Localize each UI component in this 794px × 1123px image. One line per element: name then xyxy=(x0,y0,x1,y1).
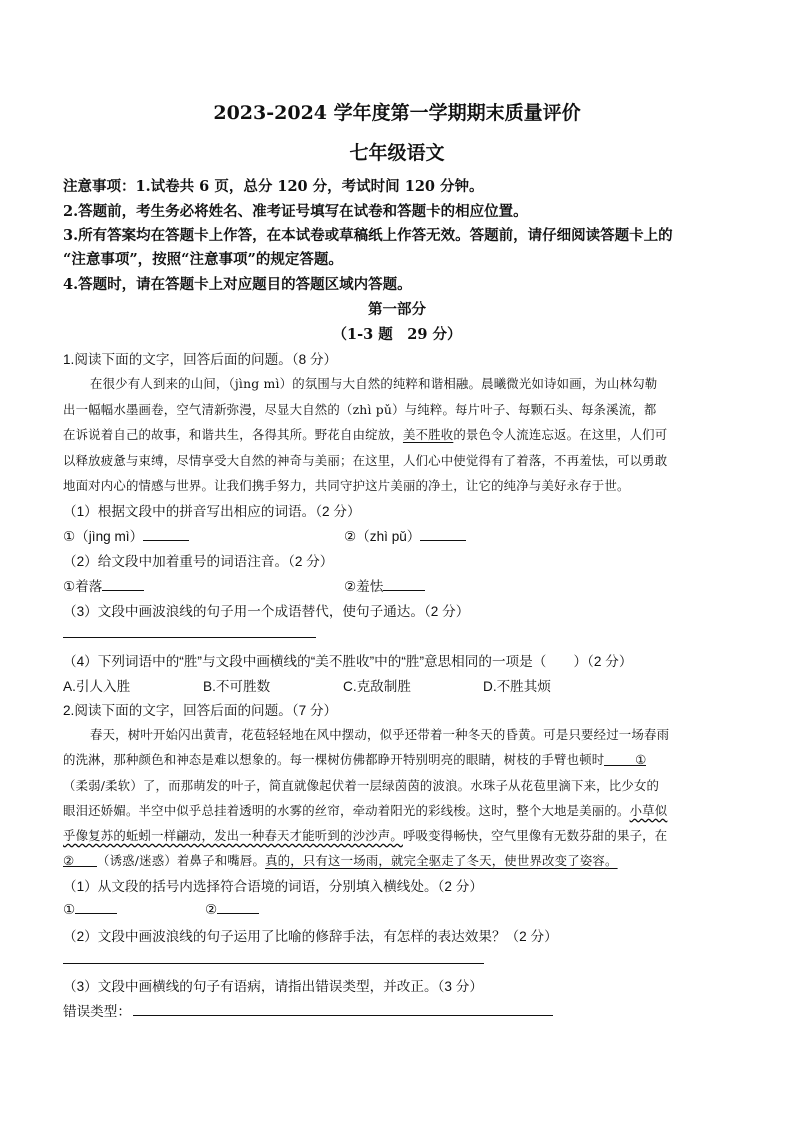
q2-passage-line-3: （柔弱/柔软）了，而那萌发的叶子，简直就像起伏着一层绿茵茵的波浪。水珠子从花苞里滴下来，比少女的 xyxy=(63,778,660,793)
q2-passage-line-1: 春天，树叶开始闪出黄青，花苞轻轻地在风中摆动，似乎还带着一种冬天的昏黄。可是只要经过一场春雨 xyxy=(90,727,670,742)
error-type-row xyxy=(63,1000,743,1020)
q2-passage-line-5-text: 呼吸变得畅快，空气里像有无数芬甜的果子，在 xyxy=(402,828,668,843)
q2-sub1-b xyxy=(205,900,259,918)
blank-2[interactable]: ② xyxy=(63,853,97,867)
q1-passage-line-5: 地面对内心的情感与世界。让我们携手努力，共同守护这片美丽的净土，让它的纯净与美好永存于世。 xyxy=(63,478,630,493)
q1-sub2-b-label: ②羞怯 xyxy=(344,579,384,594)
q1-passage-line-3-end: 的景色令人流连忘返。在这里，人们可 xyxy=(453,427,668,442)
q2-sub1-a-label: ① xyxy=(63,902,76,917)
notes-line-2: 2.答题前，考生务必将姓名、准考证号填写在试卷和答题卡的相应位置。 xyxy=(63,203,528,220)
answer-blank[interactable] xyxy=(143,527,189,541)
q1-sub1-b-label: ②（zhì pǔ） xyxy=(344,529,421,544)
q2-passage-line-2 xyxy=(63,750,743,768)
blank-1[interactable]: ① xyxy=(604,752,646,766)
underlined-sentence: 真的，只有这一场雨，就完全驱走了冬天，使世界改变了姿容。 xyxy=(265,853,618,868)
q1-sub1: （1）根据文段中的拼音写出相应的词语。（2 分） xyxy=(63,504,361,519)
q1-sub4: （4）下列词语中的“胜”与文段中画横线的“美不胜收”中的“胜”意思相同的一项是（ ）（2 分） xyxy=(63,654,633,669)
q1-sub3: （3）文段中画波浪线的句子用一个成语替代，使句子通达。（2 分） xyxy=(63,604,470,619)
notes-line-5: 4.答题时，请在答题卡上对应题目的答题区域内答题。 xyxy=(63,276,412,293)
q2-passage-line-4 xyxy=(63,801,743,819)
q1-sub1-b xyxy=(344,525,466,545)
q1-sub2: （2）给文段中加着重号的词语注音。（2 分） xyxy=(63,554,334,569)
q2-sub1-b-label: ② xyxy=(205,902,218,917)
q2-passage-line-5 xyxy=(63,826,743,844)
answer-blank[interactable] xyxy=(420,527,466,541)
notes-line-3: 3.所有答案均在答题卡上作答，在本试卷或草稿纸上作答无效。答题前，请仔细阅读答题卡上的 xyxy=(63,227,673,244)
q1-passage-line-4: 以释放疲惫与束缚，尽情享受大自然的神奇与美丽；在这里，人们心中使觉得有了着落，不再羞怯，可以勇敢 xyxy=(63,453,668,468)
exam-subtitle: 七年级语文 xyxy=(349,142,445,164)
q2-sub1-a xyxy=(63,900,743,918)
q2-sub1: （1）从文段的括号内选择符合语境的词语，分别填入横线处。（2 分） xyxy=(63,879,483,894)
q2-sub2: （2）文段中画波浪线的句子运用了比喻的修辞手法，有怎样的表达效果？（2 分） xyxy=(63,929,558,944)
answer-line[interactable] xyxy=(63,963,484,964)
q2-passage-line-6 xyxy=(63,851,743,869)
q1-passage-line-3 xyxy=(63,425,743,443)
q2-sub3: （3）文段中画横线的句子有语病，请指出错误类型，并改正。（3 分） xyxy=(63,979,483,994)
wavy-sentence-start: 小草似 xyxy=(629,803,668,818)
answer-blank[interactable] xyxy=(217,900,259,914)
q1-passage-line-1: 在很少有人到来的山间，（jìng mì）的氛围与大自然的纯粹和谐相融。晨曦微光如诗如画，为山林勾勒 xyxy=(90,376,658,391)
wavy-sentence-end: 乎像复苏的蚯蚓一样翩动，发出一种春天才能听到的沙沙声。 xyxy=(63,828,403,843)
option-a[interactable]: A.引人入胜 xyxy=(63,679,131,694)
q1-sub2-b xyxy=(344,575,425,595)
notes-line-4: “注意事项”，按照“注意事项”的规定答题。 xyxy=(63,251,343,268)
q1-sub1-a-label: ①（jìng mì） xyxy=(63,529,144,544)
exam-title: 2023-2024 学年度第一学期期末质量评价 xyxy=(213,102,581,124)
underlined-phrase: 美不胜收 xyxy=(402,427,454,442)
answer-blank[interactable] xyxy=(75,900,117,914)
part-title: 第一部分 xyxy=(368,301,426,318)
q1-sub2-a-label: ①着落 xyxy=(63,579,103,594)
q2-passage-line-4-text: 眼泪还娇媚。半空中似乎总挂着透明的水雾的丝帘，牵动着阳光的彩线梭。这时，整个大地是美丽的。 xyxy=(63,803,630,818)
q2-stem: 2.阅读下面的文字，回答后面的问题。（7 分） xyxy=(63,703,338,718)
q1-passage-line-2: 出一幅幅水墨画卷，空气清新弥漫，尽显大自然的（zhì pǔ）与纯粹。每片叶子、每颗石头、每条溪流，都 xyxy=(63,402,657,417)
error-type-label: 错误类型： xyxy=(63,1004,131,1019)
q2-passage-line-6-text: （诱惑/迷惑）着鼻子和嘴唇。 xyxy=(97,853,266,868)
answer-blank[interactable] xyxy=(102,577,144,591)
error-type-answer-line[interactable] xyxy=(133,1015,553,1016)
q1-passage-line-3-start: 在诉说着自己的故事，和谐共生，各得其所。野花自由绽放， xyxy=(63,427,403,442)
option-b[interactable]: B.不可胜数 xyxy=(203,679,271,694)
part-range: （1-3 题 29 分） xyxy=(332,326,462,343)
q1-stem: 1.阅读下面的文字，回答后面的问题。（8 分） xyxy=(63,352,338,367)
answer-blank[interactable] xyxy=(383,577,425,591)
option-c[interactable]: C.克敌制胜 xyxy=(343,679,411,694)
answer-line[interactable] xyxy=(63,637,316,638)
notes-line-1: 注意事项：1.试卷共 6 页，总分 120 分，考试时间 120 分钟。 xyxy=(63,178,484,195)
option-d[interactable]: D.不胜其烦 xyxy=(483,679,551,694)
q2-passage-line-2-text: 的洗淋，那种颜色和神态是难以想象的。每一棵树仿佛都睁开特别明亮的眼睛，树枝的手臂也顿时 xyxy=(63,752,605,767)
